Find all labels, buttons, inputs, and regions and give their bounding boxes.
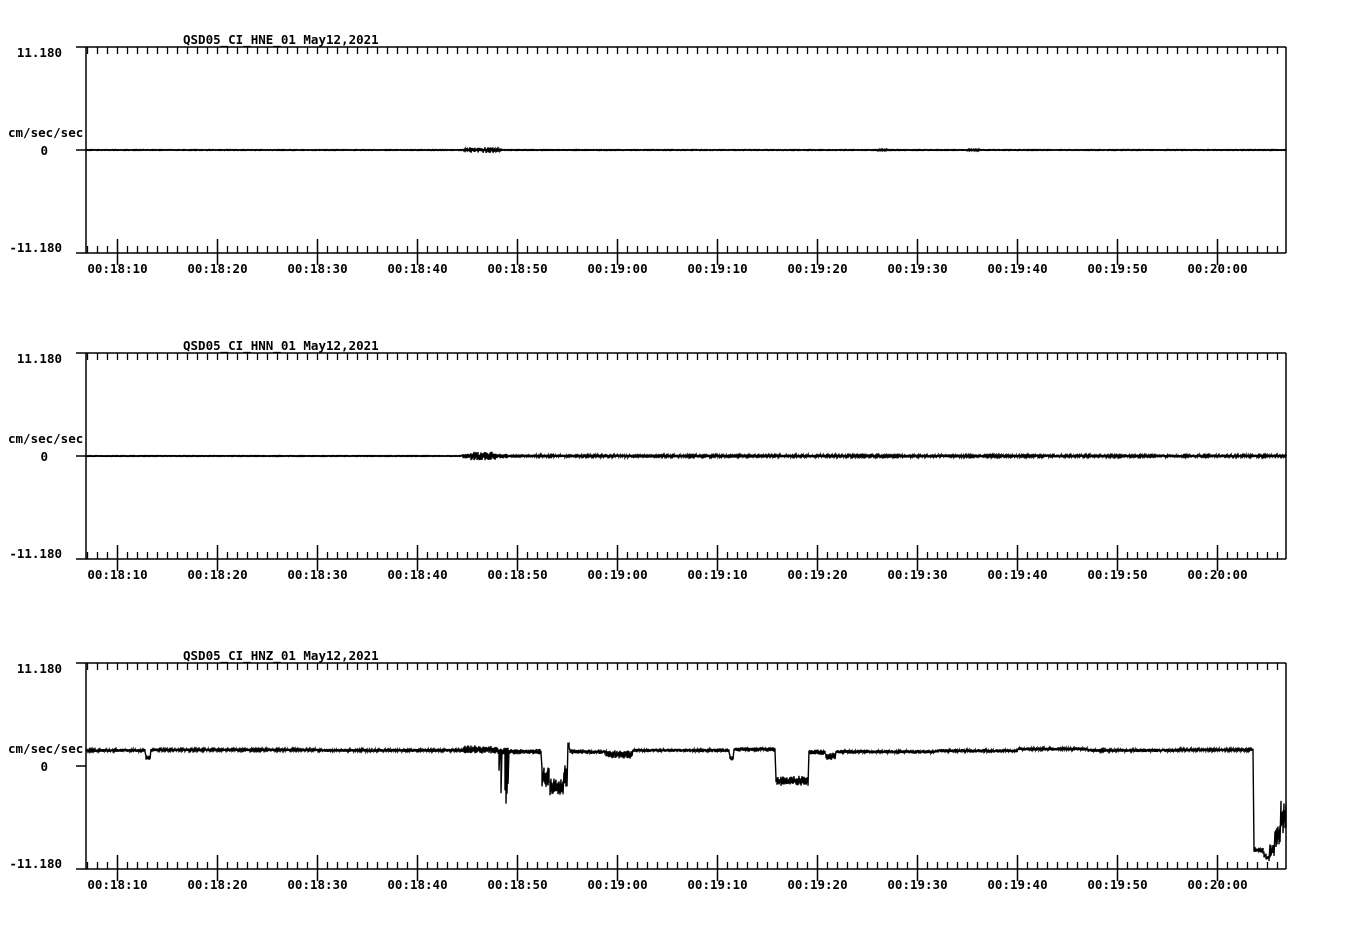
xtick-label: 00:20:00 <box>1187 877 1248 892</box>
xtick-label: 00:18:50 <box>487 261 548 276</box>
xtick-label: 00:19:20 <box>787 261 848 276</box>
xtick-label: 00:20:00 <box>1187 567 1248 582</box>
ytick-label-max: 11.180 <box>16 351 62 366</box>
xtick-label: 00:19:00 <box>587 261 648 276</box>
xtick-label: 00:19:40 <box>987 877 1048 892</box>
xtick-label: 00:18:20 <box>187 877 248 892</box>
xtick-label: 00:18:20 <box>187 567 248 582</box>
xtick-label: 00:19:10 <box>687 877 748 892</box>
xtick-label: 00:18:50 <box>487 877 548 892</box>
panel-title: QSD05_CI_HNE_01 May12,2021 <box>183 32 379 47</box>
xtick-label: 00:18:10 <box>87 567 148 582</box>
xtick-label: 00:19:30 <box>887 261 948 276</box>
ytick-label-zero: 0 <box>40 759 48 774</box>
xtick-label: 00:18:10 <box>87 877 148 892</box>
xtick-label: 00:18:40 <box>387 261 448 276</box>
xtick-label: 00:18:30 <box>287 567 348 582</box>
xtick-label: 00:18:30 <box>287 261 348 276</box>
xtick-label: 00:18:40 <box>387 877 448 892</box>
xtick-label: 00:19:00 <box>587 877 648 892</box>
xtick-label: 00:19:00 <box>587 567 648 582</box>
xtick-label: 00:18:30 <box>287 877 348 892</box>
y-axis-units-label: cm/sec/sec <box>8 741 84 756</box>
ytick-label-max: 11.180 <box>16 45 62 60</box>
ytick-label-min: -11.180 <box>9 856 62 871</box>
xtick-label: 00:19:50 <box>1087 261 1148 276</box>
xtick-label: 00:20:00 <box>1187 261 1248 276</box>
ytick-label-zero: 0 <box>40 143 48 158</box>
ytick-label-max: 11.180 <box>16 661 62 676</box>
y-axis-units-label: cm/sec/sec <box>8 431 84 446</box>
y-axis-units-label: cm/sec/sec <box>8 125 84 140</box>
ytick-label-min: -11.180 <box>9 546 62 561</box>
xtick-label: 00:18:40 <box>387 567 448 582</box>
panel-title: QSD05_CI_HNZ_01 May12,2021 <box>183 648 379 663</box>
xtick-label: 00:18:50 <box>487 567 548 582</box>
xtick-label: 00:19:40 <box>987 567 1048 582</box>
ytick-label-zero: 0 <box>40 449 48 464</box>
xtick-label: 00:19:10 <box>687 261 748 276</box>
xtick-label: 00:19:30 <box>887 877 948 892</box>
xtick-label: 00:19:20 <box>787 567 848 582</box>
panel-title: QSD05_CI_HNN_01 May12,2021 <box>183 338 379 353</box>
xtick-label: 00:19:10 <box>687 567 748 582</box>
xtick-label: 00:19:20 <box>787 877 848 892</box>
xtick-label: 00:19:40 <box>987 261 1048 276</box>
ytick-label-min: -11.180 <box>9 240 62 255</box>
xtick-label: 00:19:50 <box>1087 877 1148 892</box>
xtick-label: 00:19:50 <box>1087 567 1148 582</box>
xtick-label: 00:18:20 <box>187 261 248 276</box>
xtick-label: 00:19:30 <box>887 567 948 582</box>
xtick-label: 00:18:10 <box>87 261 148 276</box>
